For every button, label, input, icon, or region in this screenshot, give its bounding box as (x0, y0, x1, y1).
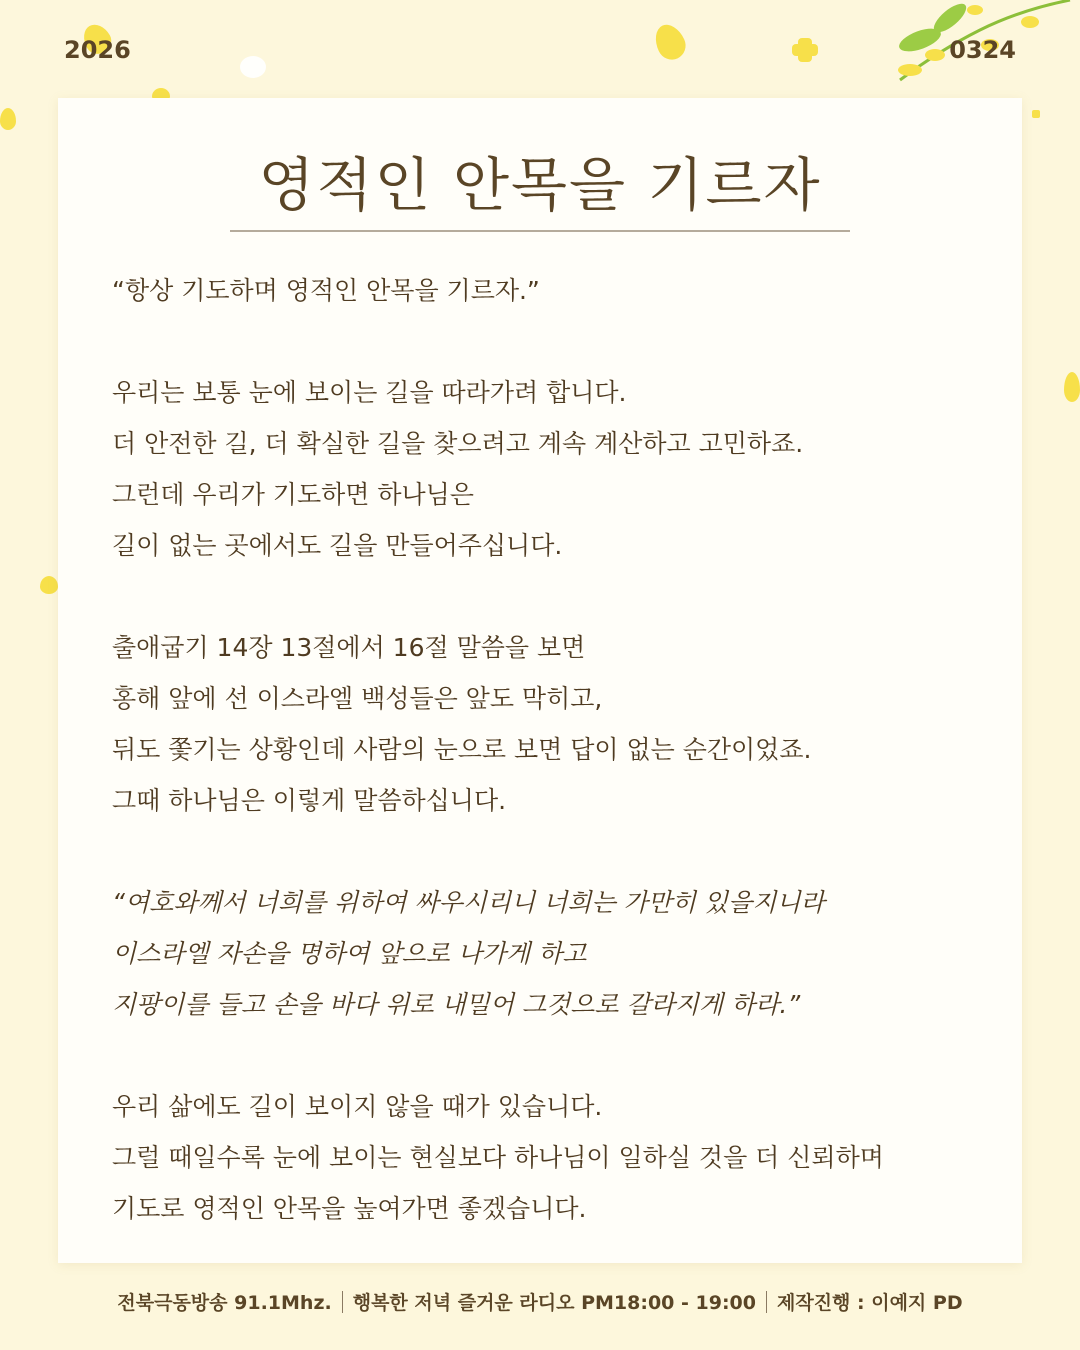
text-line: 출애굽기 14장 13절에서 16절 말씀을 보면 (112, 633, 586, 662)
scripture-line: “여호와께서 너희를 위하여 싸우시리니 너희는 가만히 있을지니라 (112, 888, 825, 917)
footer-program: 행복한 저녁 즐거운 라디오 PM18:00 - 19:00 (352, 1292, 756, 1314)
footer (0, 1288, 1080, 1315)
message-body (112, 265, 972, 1234)
date-label: 0324 (949, 36, 1016, 64)
footer-separator (342, 1291, 343, 1313)
text-line: 홍해 앞에 선 이스라엘 백성들은 앞도 막히고, (112, 684, 603, 713)
footer-station: 전북극동방송 91.1Mhz. (117, 1292, 332, 1314)
text-line: 길이 없는 곳에서도 길을 만들어주십니다. (112, 531, 563, 560)
text-line: 그런데 우리가 기도하면 하나님은 (112, 480, 474, 509)
text-line: 우리는 보통 눈에 보이는 길을 따라가려 합니다. (112, 378, 627, 407)
page-title: 영적인 안목을 기르자 (258, 151, 822, 219)
text-line: 그때 하나님은 이렇게 말씀하십니다. (112, 786, 507, 815)
scripture-line: 지팡이를 들고 손을 바다 위로 내밀어 그것으로 갈라지게 하라.” (112, 990, 801, 1019)
scripture-line: 이스라엘 자손을 명하여 앞으로 나가게 하고 (112, 939, 587, 968)
text-line: 우리 삶에도 길이 보이지 않을 때가 있습니다. (112, 1092, 603, 1121)
text-line: 그럴 때일수록 눈에 보이는 현실보다 하나님이 일하실 것을 더 신뢰하며 (112, 1143, 884, 1172)
year-label: 2026 (64, 36, 131, 64)
text-line: 더 안전한 길, 더 확실한 길을 찾으려고 계속 계산하고 고민하죠. (112, 429, 804, 458)
text-line: 기도로 영적인 안목을 높여가면 좋겠습니다. (112, 1194, 587, 1223)
text-line: 뒤도 쫓기는 상황인데 사람의 눈으로 보면 답이 없는 순간이었죠. (112, 735, 812, 764)
quote-line: “항상 기도하며 영적인 안목을 기르자.” (112, 276, 540, 305)
footer-producer: 제작진행 : 이예지 PD (776, 1292, 963, 1314)
title-divider (230, 230, 850, 232)
footer-separator (766, 1291, 767, 1313)
